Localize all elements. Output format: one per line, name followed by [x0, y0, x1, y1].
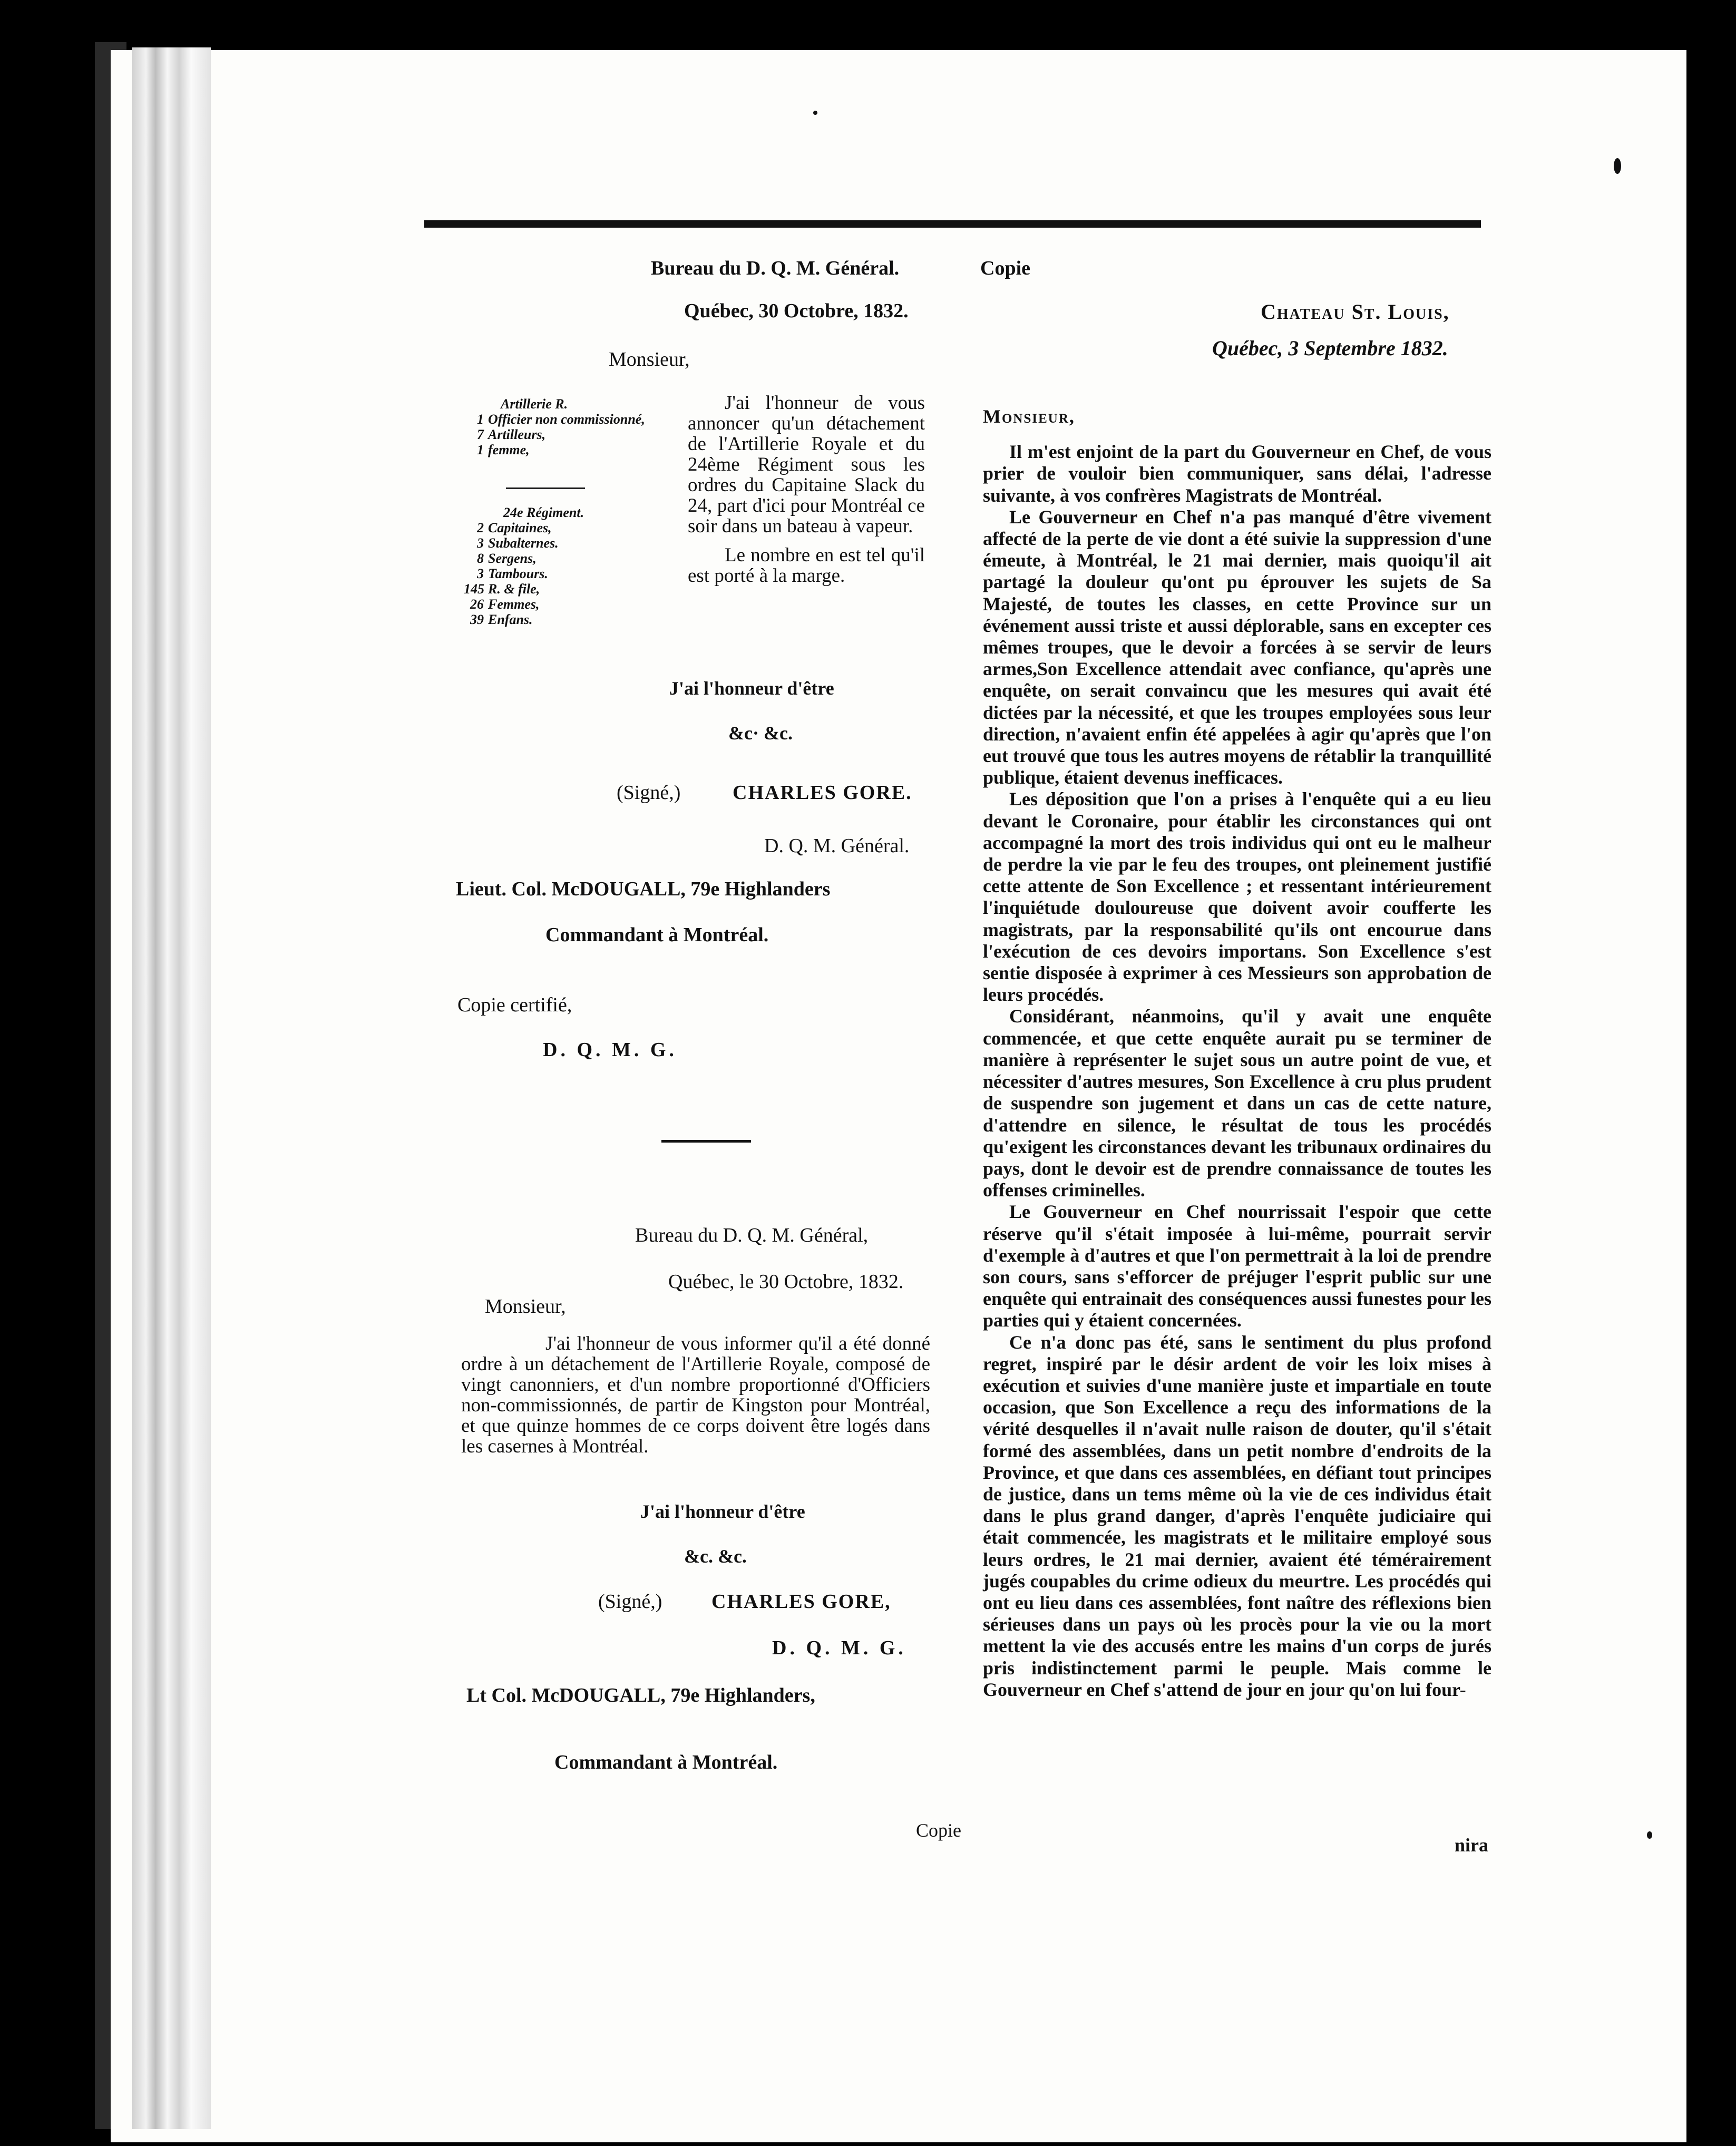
ink-speck [813, 111, 817, 115]
margin-item: 1 femme, [477, 442, 530, 457]
margin-item: 7 Artilleurs, [477, 427, 546, 442]
catchword-right: nira [1455, 1835, 1489, 1856]
header-rule [424, 220, 1481, 228]
date-line-2: Québec, le 30 Octobre, 1832. [668, 1271, 904, 1293]
office-header: Bureau du D. Q. M. Général. [651, 257, 900, 279]
ink-speck [1614, 158, 1621, 174]
catchword-left: Copie [916, 1820, 961, 1841]
paragraph: J'ai l'honneur de vous annoncer qu'un détachement de l'Artillerie Royale et du 24ème Régiment sous les ordres du Capitaine Slack du 24, part d'ici pour Montréal ce soir dans un bateau à vapeur. [688, 392, 925, 537]
date-line-right: Québec, 3 Septembre 1832. [1212, 336, 1448, 360]
paragraph: Considérant, néanmoins, qu'il y avait une enquête commencée, et que cette enquête aurait pu se terminer de manière à représenter le sujet sous un autre point de vue, et nécessiter d'autres mesures, Son Excellence à cru plus prudent de suspendre son jugement et dans un cas de cette nature, d'attendre en silence, le résultat de tous les procédés qu'exigent les circonstances devant les tribunaux ordinaires du pays, dont le devoir est de prendre connaissance de toutes les offenses criminelles. [983, 1006, 1491, 1201]
margin-section-title: Artillerie R. [501, 396, 568, 412]
paragraph: Il m'est enjoint de la part du Gouverneur en Chef, de vous prier de vouloir bien communiquer, sans délai, l'adresse suivante, à vos confrères Magistrats de Montréal. [983, 441, 1491, 506]
addressee-2: Lt Col. McDOUGALL, 79e Highlanders, [466, 1684, 815, 1706]
margin-section-title: 24e Régiment. [503, 505, 584, 520]
margin-item: 1 Officier non commissionné, [477, 412, 645, 427]
ink-speck [1647, 1831, 1652, 1839]
addressee: Lieut. Col. McDOUGALL, 79e Highlanders [456, 878, 831, 900]
margin-item: 26 Femmes, [470, 597, 540, 612]
etc-2: &c. &c. [684, 1546, 747, 1567]
paragraph: Le Gouverneur en Chef nourrissait l'espoir que cette réserve qu'il s'était imposée à lui-même, pourrait servir d'exemple à d'autres et que l'on permettrait à la loi de prendre son cours, sans s'efforcer de préjuger l'esprit public sur une enquête qui entrainait des conséquences aussi funestes pour les parties qui y étaient concernées. [983, 1201, 1491, 1331]
letter1-body [688, 393, 925, 594]
margin-note [464, 396, 645, 627]
addressee-post: Commandant à Montréal. [545, 924, 769, 946]
signer-title: D. Q. M. Général. [764, 835, 910, 857]
margin-item: 39 Enfans. [470, 612, 533, 627]
date-line: Québec, 30 Octobre, 1832. [684, 300, 909, 322]
signer: CHARLES GORE. [733, 782, 912, 804]
page-fold-edge [132, 47, 211, 2129]
salutation-right: Monsieur, [983, 406, 1075, 427]
signed-label-2: (Signé,) [598, 1591, 662, 1613]
addressee-post-2: Commandant à Montréal. [554, 1751, 778, 1773]
margin-item: 145 R. & file, [464, 581, 540, 597]
paragraph: J'ai l'honneur de vous informer qu'il a été donné ordre à un détachement de l'Artillerie Royale, composé de vingt canonniers, et d'un nombre proportionné d'Officiers non-commissionnés, de partir de Kingston pour Montréal, et que quinze hommes de ce corps doivent être logés dans les casernes à Montréal. [461, 1333, 930, 1457]
margin-item: 8 Sergens, [477, 551, 537, 566]
copie-label: Copie [980, 257, 1030, 279]
letter2-body [461, 1333, 930, 1457]
signer-title-2: D. Q. M. G. [772, 1637, 906, 1659]
etc: &c· &c. [728, 723, 793, 744]
certified-by: D. Q. M. G. [543, 1039, 677, 1061]
section-divider [661, 1140, 751, 1143]
letter3-body [983, 406, 1491, 1701]
salutation-2: Monsieur, [485, 1295, 566, 1318]
margin-divider [506, 487, 585, 489]
paragraph: Le nombre en est tel qu'il est porté à la marge. [688, 544, 925, 587]
signed-label: (Signé,) [617, 782, 681, 804]
paragraph: Les déposition que l'on a prises à l'enquête qui a eu lieu devant le Coronaire, pour établir les circonstances qui ont accompagné la mort des trois individus qui ont eu le malheur de perdre la vie par le feu des troupes, ont pleinement justifié cette attente de Son Excellence ; et ressentant intérieurement l'inquiétude douloureuse que doivent avoir coufferte les magistrats, par la responsabilité qu'ils ont encourue dans l'exécution de ces devoirs importans. Son Excellence s'est sentie disposée à exprimer à ces Messieurs son approbation de leurs procédés. [983, 788, 1491, 1006]
closing-2: J'ai l'honneur d'être [640, 1501, 805, 1522]
closing: J'ai l'honneur d'être [669, 678, 834, 699]
margin-item: 2 Capitaines, [477, 520, 552, 535]
margin-item: 3 Tambours. [477, 566, 548, 581]
margin-item: 3 Subalternes. [477, 535, 559, 551]
place-header: Chateau St. Louis, [1261, 300, 1450, 324]
office-header-2: Bureau du D. Q. M. Général, [635, 1224, 869, 1246]
certified: Copie certifié, [457, 994, 572, 1016]
paragraph: Ce n'a donc pas été, sans le sentiment du plus profond regret, inspiré par le désir ardent de voir les loix mises à exécution et suivies d'une manière juste et impartiale en toute occasion, que Son Excellence a reçu des informations de la vérité desquelles il n'avait nulle raison de douter, qu'il s'était formé des assemblées, dans un petit nombre d'endroits de la Province, et que dans ces assemblées, en défiant tout principes de justice, dans un tems même où la vie de ces individus était dans le plus grand danger, d'après l'enquête judiciaire qui était commencée, les magistrats et le militaire employé sous leurs ordres, le 21 mai dernier, avaient été témérairement jugés coupables du crime odieux du meurtre. Les procédés qui ont eu lieu dans ces assemblées, font naître des réflexions bien sérieuses dans un pays où les procès pour la vie ou la mort mettent la vie des accusés entre les mains d'un corps de jurés pris indistinctement parmi le peuple. Mais comme le Gouverneur en Chef s'attend de jour en jour qu'on lui four- [983, 1331, 1491, 1700]
paragraph: Le Gouverneur en Chef n'a pas manqué d'être vivement affecté de la perte de vie dont a été suivie la suppression d'une émeute, à Montréal, le 21 mai dernier, mais quoiqu'il ait partagé la douleur qu'ont pu éprouver les sujets de Sa Majesté, de toutes les classes, en cette Province sur un événement aussi triste et aussi déplorable, sans en excepter ces mêmes troupes, que le devoir a forcées à se servir de leurs armes,Son Excellence attendait avec confiance, qu'après une enquête, on serait convaincu que les mesures qui avait été dictées par la nécessité, et que les troupes employées sous leur direction, n'avaient enfin été appelées à agir qu'après que l'on eut trouvé que tous les autres moyens de rétablir la tranquillité publique, étaient devenus inefficaces. [983, 506, 1491, 788]
signer-2: CHARLES GORE, [711, 1591, 891, 1613]
salutation: Monsieur, [609, 348, 690, 370]
